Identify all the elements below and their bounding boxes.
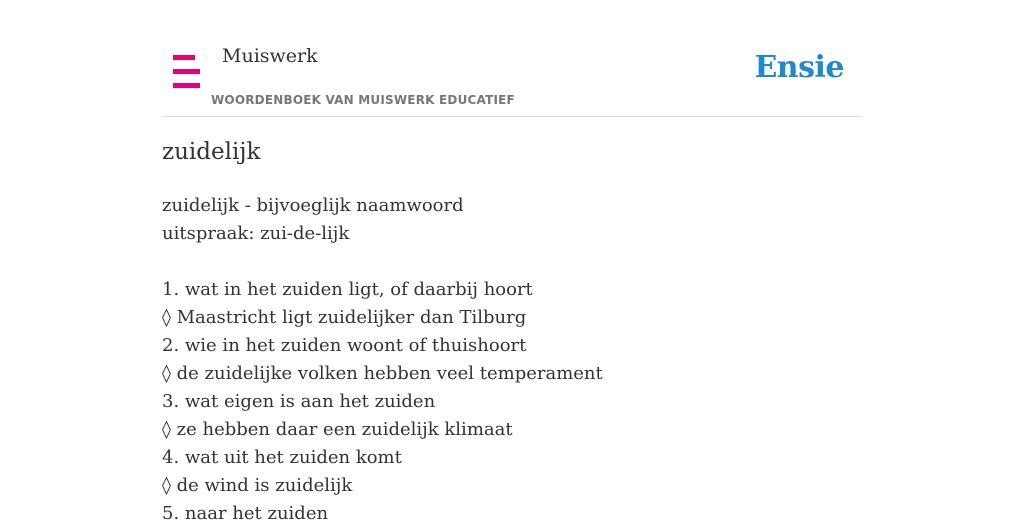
example-2: ◊ de zuidelijke volken hebben veel temperament [162, 363, 603, 384]
definition-body [162, 192, 862, 528]
meaning-4: 4. wat uit het zuiden komt [162, 447, 402, 468]
meaning-3: 3. wat eigen is aan het zuiden [162, 391, 436, 412]
meaning-1: 1. wat in het zuiden ligt, of daarbij hoort [162, 279, 533, 300]
meaning-2: 2. wie in het zuiden woont of thuishoort [162, 335, 527, 356]
ensie-brand-link[interactable]: Ensie [754, 50, 844, 85]
example-1: ◊ Maastricht ligt zuidelijker dan Tilburg [162, 307, 527, 328]
meaning-5: 5. naar het zuiden [162, 503, 329, 524]
example-4: ◊ de wind is zuidelijk [162, 475, 353, 496]
blank-line [162, 248, 862, 276]
muiswerk-logo-icon[interactable] [173, 55, 200, 88]
page-title: zuidelijk [162, 139, 261, 165]
site-name-link[interactable]: Muiswerk [222, 45, 318, 67]
site-tagline: WOORDENBOEK VAN MUISWERK EDUCATIEF [211, 93, 515, 107]
pronunciation-line: uitspraak: zui-de-lijk [162, 223, 350, 244]
example-3: ◊ ze hebben daar een zuidelijk klimaat [162, 419, 513, 440]
site-header [162, 0, 862, 117]
word-class-line: zuidelijk - bijvoeglijk naamwoord [162, 195, 464, 216]
